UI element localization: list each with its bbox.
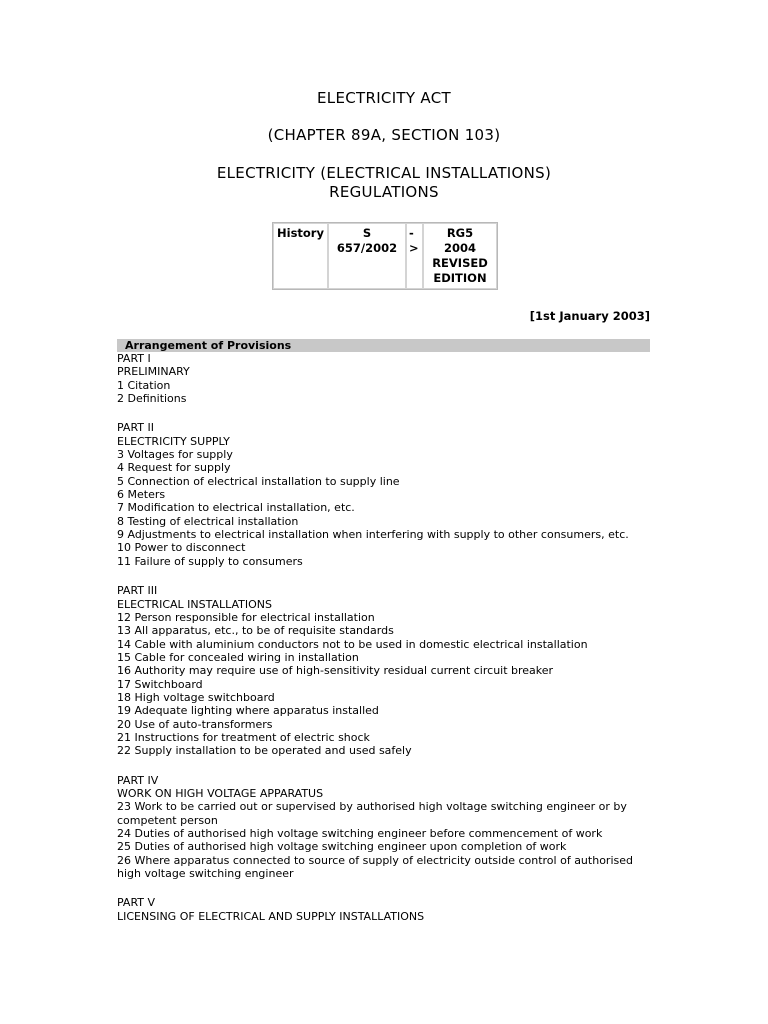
history-table (272, 222, 498, 290)
part-title[interactable]: ELECTRICITY SUPPLY (117, 434, 230, 448)
provision-item[interactable]: 12 Person responsible for electrical installation (117, 610, 375, 624)
part-number[interactable]: PART V (117, 896, 156, 910)
provision-item[interactable]: 17 Switchboard (117, 677, 203, 691)
regulations-title-line1: ELECTRICITY (ELECTRICAL INSTALLATIONS) (216, 164, 552, 182)
provision-item[interactable]: 13 All apparatus, etc., to be of requisite standards (117, 624, 394, 638)
provision-item[interactable]: 6 Meters (117, 488, 166, 502)
part-block (117, 352, 677, 405)
provision-item[interactable]: 10 Power to disconnect (117, 541, 246, 555)
provision-item[interactable]: 22 Supply installation to be operated and used safely (117, 744, 412, 758)
provision-item[interactable]: 3 Voltages for supply (117, 448, 233, 462)
history-row (273, 223, 497, 289)
provision-item[interactable]: 16 Authority may require use of high-sensitivity residual current circuit breaker (117, 664, 554, 678)
provision-item[interactable]: 24 Duties of authorised high voltage switching engineer before commencement of work (117, 827, 603, 840)
provision-item[interactable]: 20 Use of auto-transformers (117, 717, 273, 731)
provision-item[interactable]: 5 Connection of electrical installation to supply line (117, 474, 400, 488)
provision-item[interactable]: 1 Citation (117, 378, 171, 392)
provisions-list (117, 352, 677, 923)
part-title[interactable]: WORK ON HIGH VOLTAGE APPARATUS (117, 786, 324, 800)
part-title[interactable]: PRELIMINARY (117, 365, 190, 379)
part-number[interactable]: PART III (117, 584, 158, 598)
part-block (117, 774, 677, 881)
history-label: History (273, 223, 328, 289)
history-target-line2: 2004 (443, 241, 476, 255)
history-source-line2: 657/2002 (336, 241, 398, 255)
provision-item[interactable]: 26 Where apparatus connected to source of supply of electricity outside control of authorised high voltage switching engineer (117, 853, 633, 881)
history-target-line3: REVISED (432, 256, 488, 270)
provision-item[interactable]: 9 Adjustments to electrical installation when interfering with supply to other consumers, etc. (117, 528, 629, 542)
provision-item[interactable]: 23 Work to be carried out or supervised by authorised high voltage switching engineer or by competent person (117, 800, 627, 827)
provision-item[interactable]: 14 Cable with aluminium conductors not to be used in domestic electrical installation (117, 637, 588, 651)
part-title[interactable]: ELECTRICAL INSTALLATIONS (117, 597, 273, 611)
provision-item[interactable]: 2 Definitions (117, 392, 187, 406)
provision-item[interactable]: 7 Modification to electrical installation, etc. (117, 501, 355, 515)
act-title: ELECTRICITY ACT (317, 89, 451, 107)
regulations-title-line2: REGULATIONS (329, 183, 439, 201)
effective-date: [1st January 2003] (529, 309, 650, 323)
provision-item[interactable]: 21 Instructions for treatment of electric shock (117, 730, 370, 744)
history-arrow: -> (406, 223, 423, 289)
provision-item[interactable]: 18 High voltage switchboard (117, 690, 275, 704)
part-block (117, 421, 677, 568)
arrangement-header-label: Arrangement of Provisions (125, 339, 292, 352)
provision-item[interactable]: 25 Duties of authorised high voltage switching engineer upon completion of work (117, 840, 567, 854)
provision-item[interactable]: 8 Testing of electrical installation (117, 514, 299, 528)
history-source-line1: S (362, 226, 372, 240)
part-block (117, 584, 677, 757)
history-target-line4: EDITION (433, 271, 487, 285)
provision-item[interactable]: 15 Cable for concealed wiring in installation (117, 650, 359, 664)
history-target (423, 223, 497, 289)
provision-item[interactable]: 11 Failure of supply to consumers (117, 554, 303, 568)
history-source (328, 223, 406, 289)
part-number[interactable]: PART II (117, 421, 155, 435)
provision-item[interactable]: 4 Request for supply (117, 461, 231, 475)
provision-item[interactable]: 19 Adequate lighting where apparatus installed (117, 704, 379, 718)
history-target-line1: RG5 (446, 226, 474, 240)
part-title[interactable]: LICENSING OF ELECTRICAL AND SUPPLY INSTALLATIONS (117, 909, 425, 923)
part-number[interactable]: PART IV (117, 773, 159, 787)
arrangement-header (117, 339, 650, 352)
part-number[interactable]: PART I (117, 352, 151, 365)
part-block (117, 896, 677, 923)
chapter-title: (CHAPTER 89A, SECTION 103) (267, 126, 501, 144)
